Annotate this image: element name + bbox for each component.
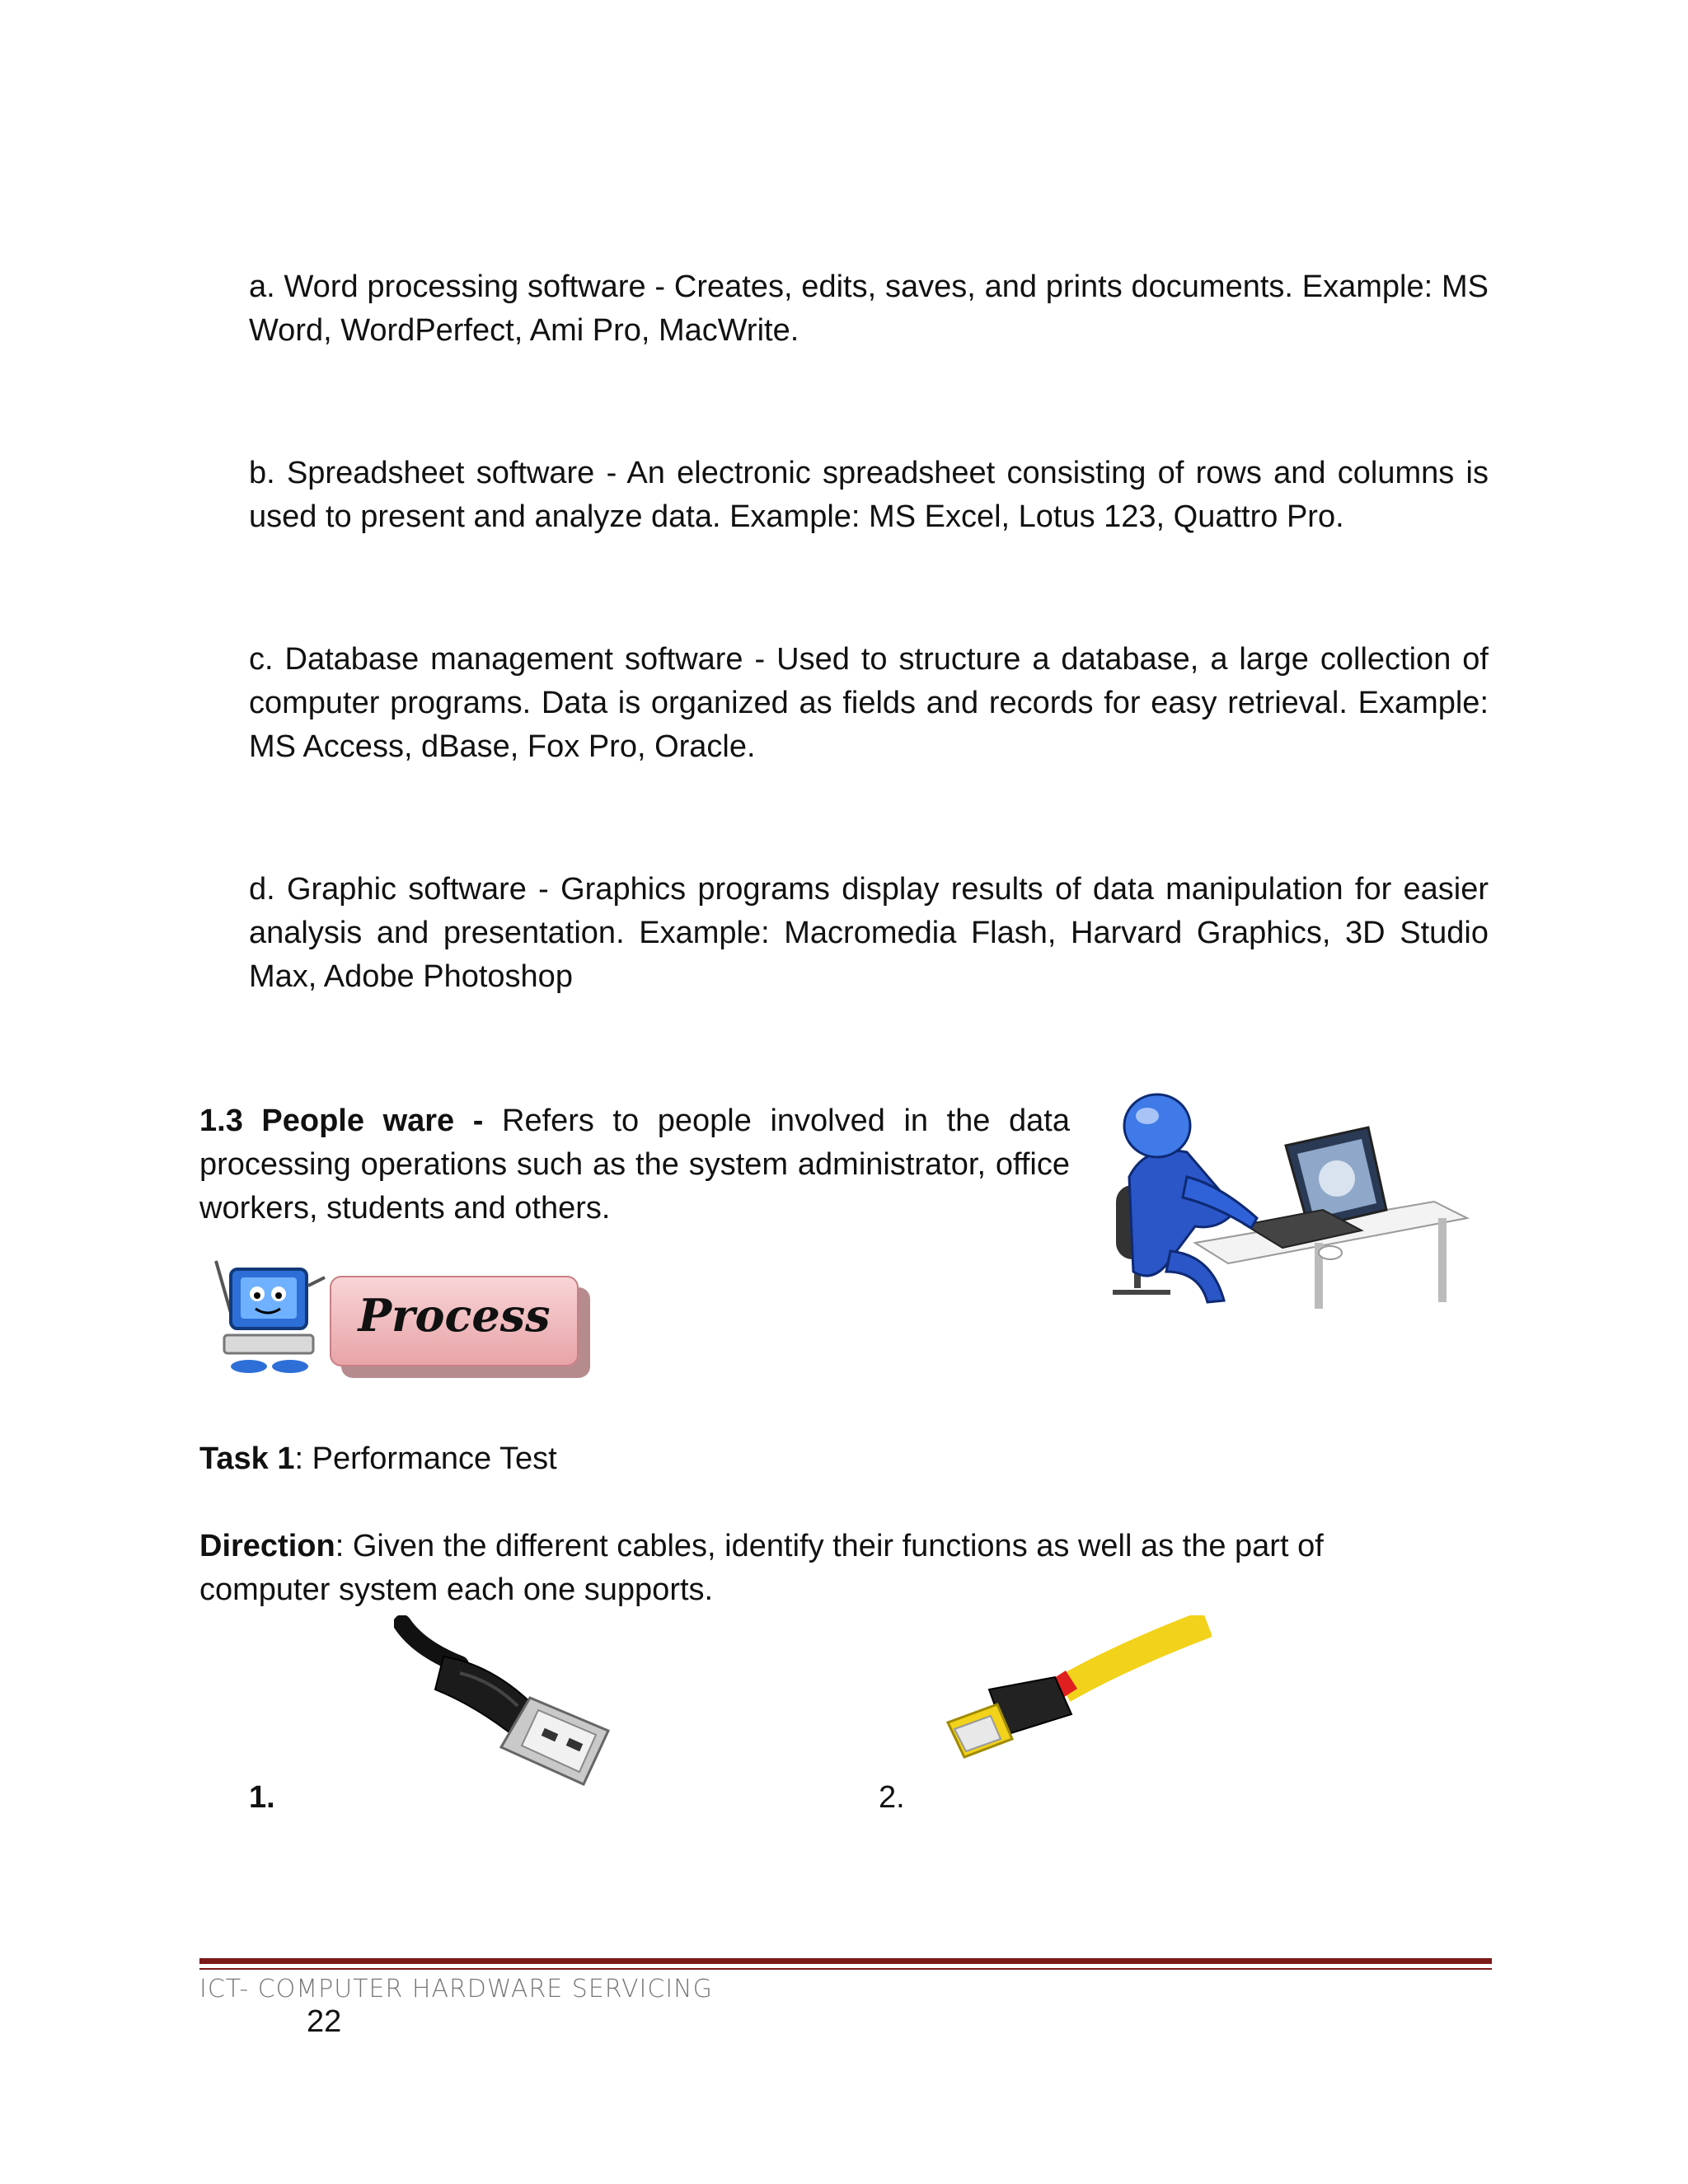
list-item-database: c. Database management software - Used to structure a database, a large collection of computer programs. Data is organized as fields and records for easy retrieval. Example: MS Access, dBase, Fox Pro, Oracle. xyxy=(249,642,1489,764)
peopleware-text: Refers to people involved in the data processing operations such as the system administrator, office workers, students and others. xyxy=(199,1104,1070,1226)
list-item-graphic: d. Graphic software - Graphics programs display results of data manipulation for easier analysis and presentation. Example: Macromedia Flash, Harvard Graphics, 3D Studio Max, Adobe Photoshop xyxy=(249,872,1489,994)
process-label: Process xyxy=(358,1289,551,1342)
usb-cable-illustration xyxy=(394,1615,625,1797)
direction-paragraph xyxy=(199,1525,1452,1612)
item-number-1: 1. xyxy=(249,1780,275,1815)
footer-rule-thin xyxy=(199,1968,1492,1970)
person-at-computer-illustration xyxy=(1096,1086,1475,1317)
process-banner xyxy=(330,1276,579,1366)
item-number-2: 2. xyxy=(879,1780,905,1815)
computer-mascot-icon xyxy=(199,1253,331,1376)
peopleware-heading: 1.3 People ware - xyxy=(199,1104,484,1138)
list-item-word-processing: a. Word processing software - Creates, edits, saves, and prints documents. Example: MS Word, WordPerfect, Ami Pro, MacWrite. xyxy=(249,269,1489,348)
page-number: 22 xyxy=(307,2004,342,2039)
task-text: : Performance Test xyxy=(294,1441,557,1476)
task-label: Task 1 xyxy=(199,1441,295,1476)
footer-rule xyxy=(199,1958,1492,1964)
task-line xyxy=(199,1437,557,1481)
list-item-spreadsheet: b. Spreadsheet software - An electronic spreadsheet consisting of rows and columns is used to present and analyze data. Example: MS Excel, Lotus 123, Quattro Pro. xyxy=(249,456,1489,534)
peopleware-paragraph xyxy=(199,1099,1070,1230)
direction-text: : Given the different cables, identify their functions as well as the part of computer system each one supports. xyxy=(199,1529,1324,1607)
ethernet-cable-illustration xyxy=(940,1615,1212,1780)
direction-label: Direction xyxy=(199,1529,335,1563)
footer-title: ICT- COMPUTER HARDWARE SERVICING xyxy=(199,1975,713,2004)
